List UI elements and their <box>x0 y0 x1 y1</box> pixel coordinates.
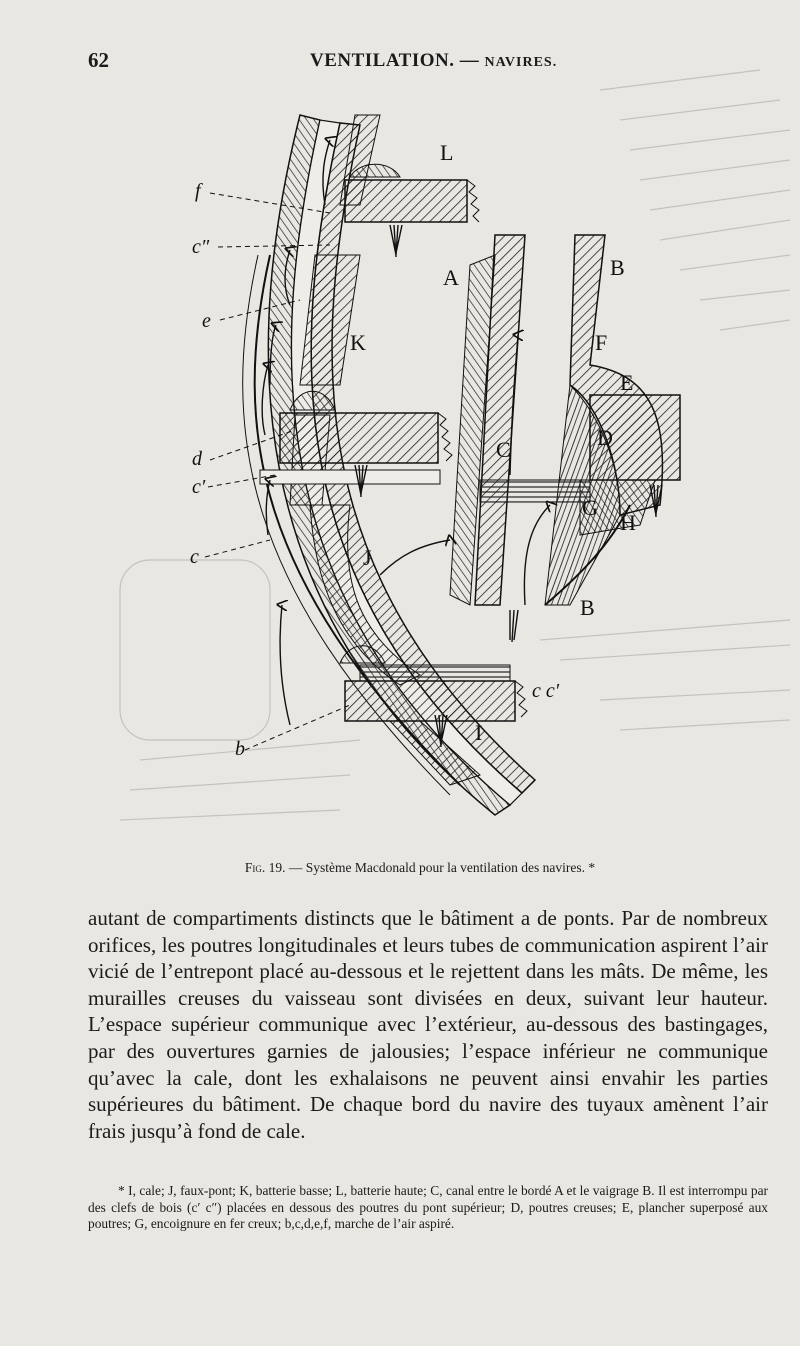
page-number: 62 <box>88 48 109 72</box>
label-G: G <box>582 495 598 520</box>
body-text <box>88 905 768 1144</box>
running-title <box>310 50 557 72</box>
label-K: K <box>350 330 366 355</box>
right-hull-section <box>450 235 680 605</box>
label-A: A <box>443 265 459 290</box>
caption-figure-number: Fig. 19. <box>244 860 286 875</box>
label-H: H <box>620 510 636 535</box>
footnote <box>88 1183 768 1233</box>
label-I: I <box>475 720 483 745</box>
ship-section-engraving <box>150 85 690 845</box>
label-d: d <box>192 448 202 470</box>
label-c-double-prime: c″ <box>192 236 210 258</box>
running-title-dash: — <box>459 50 480 71</box>
label-c: c <box>190 546 199 568</box>
label-e: e <box>202 310 211 332</box>
label-F: F <box>595 330 608 355</box>
footnote-text: * I, cale; J, faux-pont; K, batterie basse; L, batterie haute; C, canal entre le bordé A et le vaigrage B. Il est interrompu par des clefs de bois (c′ c″) placées en dessous des poutres du pont supérieur; D, poutres creuses; E, plancher superposé aux poutres; G, encoignure en fer creux; b,c,d,e,f, marche de l’air aspiré. <box>88 1183 768 1231</box>
label-B-bottom: B <box>580 595 595 620</box>
running-title-sub: NAVIRES. <box>484 55 558 70</box>
label-L: L <box>440 140 454 165</box>
caption-text: Système Macdonald pour la ventilation des navires. * <box>305 860 596 875</box>
label-cc: c c′ <box>532 680 560 702</box>
body-paragraph: autant de compartiments distincts que le bâtiment a de ponts. Par de nombreux orifices, les poutres longitudinales et leurs tubes de communication aspirent l’air vicié de l’entrepont placé au-dessous et le rejettent dans les mâts. De même, les murailles creuses du vaisseau sont divisées en deux, suivant leur hauteur. L’espace supérieur communique avec l’extérieur, au-dessous des bastingages, par des ouvertures garnies de jalousies; l’espace inférieur ne communique qu’avec la cale, dont les exhalaisons ne peuvent ainsi envahir les parties supérieures du bâtiment. De chaque bord du navire des tuyaux amènent l’air frais jusqu’à fond de cale. <box>88 906 768 1143</box>
caption-dash: — <box>288 860 303 875</box>
figure-ship-ventilation <box>150 85 690 845</box>
label-J: J <box>363 545 372 570</box>
label-b: b <box>235 738 245 760</box>
label-E: E <box>620 370 634 395</box>
label-f: f <box>195 180 201 202</box>
figure-caption <box>90 860 750 876</box>
label-D: D <box>597 425 613 450</box>
label-c-prime: c′ <box>192 476 206 498</box>
running-title-main: VENTILATION. <box>310 50 455 71</box>
running-header <box>88 48 748 78</box>
label-B-top: B <box>610 255 625 280</box>
label-C: C <box>496 437 511 462</box>
